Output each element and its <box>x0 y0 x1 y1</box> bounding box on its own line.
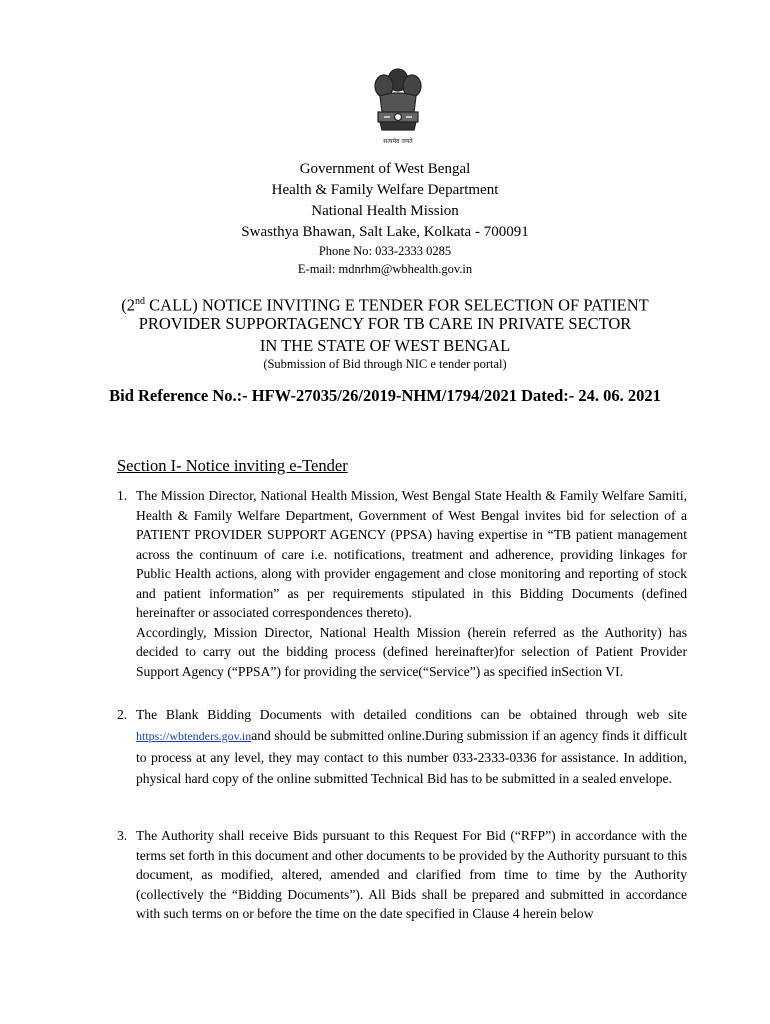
header-line-mission: National Health Mission <box>311 203 459 219</box>
list-item-3 <box>117 826 687 924</box>
header-email: E-mail: mdnrhm@wbhealth.gov.in <box>297 262 473 276</box>
notice-title-open: (2 <box>121 295 136 315</box>
svg-text:सत्यमेव जयते: सत्यमेव जयते <box>383 138 413 145</box>
list-item-number: 2. <box>117 707 128 722</box>
header-line-government: Government of West Bengal <box>299 161 471 177</box>
wbtenders-link[interactable]: https://wbtenders.gov.in <box>136 729 252 743</box>
notice-title-rest: CALL) NOTICE INVITING E TENDER FOR SELECTION OF PATIENT <box>145 295 649 315</box>
list-item-number: 3. <box>117 828 128 843</box>
list-item-paragraph: The Mission Director, National Health Mission, West Bengal State Health & Family Welfare Samiti, Health & Family Welfare Department, Government of West Bengal invites bid for selection of a PATIENT PROVIDER SUPPORT AGENCY (PPSA) having expertise in “TB patient management across the continuum of care i.e. notifications, treatment and adherence, providing linkages for Public Health actions, along with provider engagement and close monitoring and reporting of stock and patient information” as per requirements stipulated in this Bidding Documents (defined hereinafter or associated correspondences thereto). <box>136 488 687 620</box>
list-item-number: 1. <box>117 488 128 503</box>
list-item-1 <box>117 486 687 681</box>
list-item-paragraph: The Authority shall receive Bids pursuant to this Request For Bid (“RFP”) in accordance with the terms set forth in this document and other documents to be provided by the Authority pursuant to this document, as modified, altered, amended and clarified from time to time by the Authority (collectively the “Bidding Documents”). All Bids shall be prepared and submitted in accordance with such terms on or before the time on the date specified in Clause 4 herein below <box>136 828 687 921</box>
list-item-paragraph: Accordingly, Mission Director, National Health Mission (herein referred as the Authority) has decided to carry out the bidding process (defined hereinafter)for selection of Patient Provider Support Agency (“PPSA”) for providing the service(“Service”) as specified inSection VI. <box>136 624 687 679</box>
header-phone: Phone No: 033-2333 0285 <box>318 244 452 258</box>
notice-title-line2: PROVIDER SUPPORTAGENCY FOR TB CARE IN PRIVATE SECTOR <box>138 314 632 333</box>
state-emblem-icon <box>370 66 426 148</box>
notice-title-sup: nd <box>135 296 146 307</box>
notice-title-line1 <box>0 291 770 316</box>
list-item-2 <box>117 704 687 789</box>
list-item-text: The Blank Bidding Documents with detailed conditions can be obtained through web site <box>136 707 687 722</box>
list-item-text: and should be submitted online.During submission if an agency finds it difficult to process at any level, they may contact to this number 033-2333-0336 for assistance. In addition, physical hard copy of the online submitted Technical Bid has to be submitted in a sealed envelope. <box>136 728 687 786</box>
section-heading: Section I- Notice inviting e-Tender <box>117 456 348 475</box>
notice-title-line3: IN THE STATE OF WEST BENGAL <box>259 336 511 355</box>
notice-subtitle: (Submission of Bid through NIC e tender portal) <box>263 357 507 371</box>
header-line-address: Swasthya Bhawan, Salt Lake, Kolkata - 700091 <box>241 224 529 240</box>
bid-reference: Bid Reference No.:- HFW-27035/26/2019-NHM/1794/2021 Dated:- 24. 06. 2021 <box>109 386 661 405</box>
header-line-department: Health & Family Welfare Department <box>271 182 499 198</box>
